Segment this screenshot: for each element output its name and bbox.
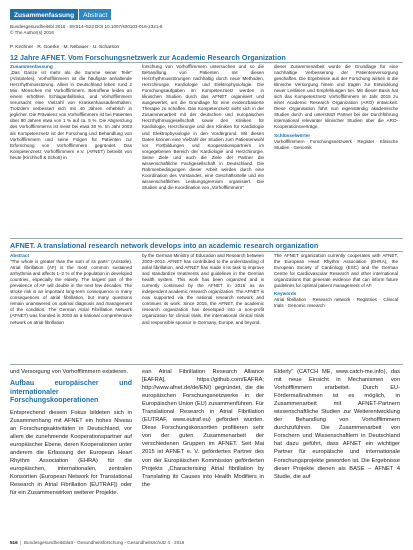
body-column-1 bbox=[10, 368, 132, 497]
abstract-heading: Abstract bbox=[10, 253, 30, 258]
abstract-paragraph: "The whole is greater than the sum of its parts" (Aristotle). Atrial fibrillation (AF) is the most common sustained arrhythmia and affects 1–2 % of the population in developed countries, especially the elderly. The largest part of the prevalence of AF will double in the next few decades. The stroke risk is an important long-term consequence in many consequences of atrial fibrillation, but many questions remain unanswered on optimal diagnosis and management of the condition. The German Atrial Fibrillation Network (AFNET) was founded in 2003 as a national comprehensive network on atrial fibrillation bbox=[10, 259, 132, 325]
page-footer bbox=[10, 540, 184, 545]
abstract-bottom-divider bbox=[10, 364, 403, 365]
section-header-bar bbox=[10, 9, 111, 20]
keywords-heading-de: Schlüsselwörter bbox=[274, 132, 311, 138]
authors-line: P. Kirchner · R. Goerke · M. Nebauer · U. Scharson bbox=[10, 45, 120, 50]
section-divider bbox=[10, 238, 403, 239]
section-heading: Aufbau europäischer und internationaler Forschungskooperationen bbox=[10, 380, 132, 405]
english-abstract-col-2 bbox=[142, 253, 264, 326]
footer-separator: | bbox=[18, 540, 23, 545]
body-column-2 bbox=[142, 368, 264, 489]
body-paragraph: und Versorgung von Vorhofflimmern existieren. bbox=[10, 369, 129, 375]
summary-paragraph: dieser Zusammenarbeit wurde die Grundlage für eine nachhaltige Verbesserung der Patientenversorgung geschaffen. Die Ergebnisse aus der Forschung wirken in die klinische Versorgung hinein und tragen zur Entwicklung neuer Leitlinien und Empfehlungen bei. Mit dieser Basis hat sich das Kompetenznetz Vorhofflimmern im Jahr 2015 zu einer Academic Research Organization (ARO) entwickelt. Diese Organisation führt nun eigenständig akademische Studien durch und unterstützt Partner bei der Durchführung international relevanter klinischer Studien über die ARO-Kooperationsverträge. bbox=[274, 64, 398, 130]
summary-paragraph: „Das Ganze ist mehr als die Summe seiner Teile" (Aristoteles). Vorhofflimmern ist die häufigste anhaltende Herzrhythmusstörung. Allein in Deutschland leben rund 2 Mio. Menschen mit Vorhofflimmern. Betroffene leiden an einem erhöhten Schlaganfallrisiko, und Vorhofflimmern verursacht eine Vielzahl von Krankenhausaufenthalten. Trotzdem verbessert sich mit 40 Jahren erheblich in jeglicher. Die Prävalenz von Vorhofflimmern ist bei Patienten über 80 Jahren etwa von 1 % auf ca. 5 %. Die Abgrenzung des Vorhofflimmerns ist meist bei etwa 30 %. Im Jahr 2003 als Kompetenznetz ist der Forschung und Behandlung von Vorhofflimmern und seine Folgen für Patienten zur Erforschung von Vorhofflimmern gegründet. Das Kompetenznetz Vorhofflimmern e.V. (AFNET) betreibt von heute (Kirchhoff & Schott) in bbox=[10, 70, 132, 160]
english-title-divider bbox=[10, 251, 403, 252]
english-abstract-col-1 bbox=[10, 253, 132, 326]
german-article-title: 12 Jahre AFNET. Vom Forschungsnetzwerk zur Academic Research Organization bbox=[10, 53, 286, 62]
german-summary-col-2 bbox=[142, 64, 264, 191]
english-article-title: AFNET. A translational research network develops into an academic research organization bbox=[10, 241, 319, 250]
keywords-heading-en: Keywords bbox=[274, 291, 297, 297]
title-divider bbox=[10, 62, 403, 63]
abstract-paragraph: The AFNET organization currently cooperates with AFNET, the European Heart Rhythm Association (EHRA), the European Society of Cardiology (ESC) and the German Centre for Cardiovascular Research and other international organizations that generate evidence that can inform future guidelines for optimal patient management of AF. bbox=[274, 253, 398, 289]
keywords-en: Atrial fibrillation · Research network · Registries · Clinical trials · Genomic research bbox=[274, 297, 398, 309]
section-tag-zusammenfassung: Zusammenfassung bbox=[10, 9, 78, 20]
citation-line: Bundesgesundheitsbl 2016 · 59:514–523 DOI 10.1007/s00103-016-2321-6 bbox=[10, 24, 163, 29]
abstract-paragraph: by the German Ministry of Education and Research between 2003–2014. AFNET has contributed to the understanding of atrial fibrillation, and AFNET has made it its task to improve and standardize treatments and guidelines in the German health system. This work has been organized and is currently continued by the AFNET in 2015 as an independent academic research organization. The AFNET is now supported via the national research network and continues its work. Since 2015, the AFNET, the academic research organization has developed into a non-profit organization for clinical trials, the international clinical trials and responsible sponsor in Germany, Europe, and beyond. bbox=[142, 253, 264, 325]
body-column-3 bbox=[274, 368, 400, 481]
summary-heading: Zusammenfassung bbox=[10, 64, 53, 69]
keywords-de: Vorhofflimmern · Forschungsnetzwerk · Register · Klinische Studien · Genomik bbox=[274, 138, 398, 150]
body-paragraph: Elderly" (CATCH ME, www.catch-me.info), das mit neue Einsicht in Mechanismen von Vorhofflimmern erarbeitet. Durch EU-Fördermaßnahmen ist es möglich, in Zusammenarbeit mit AFNET-Partnern wissenschaftliche Studien zur Weiterentwicklung der Behandlung von Vorhofflimmern durchzuführen. Die Zusammenarbeit von Forschern und Wissenschaftlern in Deutschland hat dazu geführt, dass AFNET ein wichtiger Partner für europäische und internationale Forschungsprojekte geworden ist. Die Ergebnisse dieser Projekte dienen als BASE – AFNET 4 Studie, die auf bbox=[274, 369, 400, 480]
english-abstract-col-3 bbox=[274, 253, 398, 309]
summary-paragraph: forschung von Vorhofflimmern untersuchen und so die Behandlung von Patienten mit diesen Herzrhythmusstörungen nachhaltig durch neue Methoden, Herzchirurgie, Kardiologie und Elektrophysiologie. Die Forschungsaufgaben im Kompetenznetz werden in klinischen Studien durch das AFNET organisiert und ausgewertet, um die Grundlage für eine evidenzbasierte Therapie zu schaffen. Das Kompetenznetz sieht sich in der Zusammenarbeit mit der deutschen und europäischen Herzrhythmusgesellschaft sowie den Kliniken für Kardiologie, Herzchirurgie und den Kliniken für Kardiologie und Elektrophysiologie in den Vordergrund. Mit diesen Daten können eine Vielzahl der Studien zum Patientenwohl vor Fortbildungen und Kooperationspartnern im vorgegebenen Bereich der Kardiologie und Herzchirurgie. Seine Ziele und auch die Ziele der Partner die wissenschaftliche Fachgesellschaft in Deutschland. Die Rahmenbedingungen dieser Arbeit werden durch eine Koordination des Vorstandes, eine Geschäftsstelle und ein wissenschaftliches Lenkungsgremium organisiert. Die Studien und die Koordination von „Vorhofflimmern" bbox=[142, 64, 264, 190]
citation-meta bbox=[10, 24, 162, 36]
section-tag-abstract: Abstract bbox=[79, 9, 111, 20]
copyright-line: © The Author(s) 2016 bbox=[10, 30, 54, 36]
german-summary-col-3 bbox=[274, 64, 398, 151]
page-number: 516 bbox=[10, 540, 18, 545]
german-summary-col-1 bbox=[10, 64, 132, 161]
body-paragraph: Entsprechend diesem Fokus bildeten sich in Zusammenhang mit AFNET ein hohes Niveau an Forschungsaktivitäten in Deutschland, vor allem die zunehmende Kooperationspartner auf europäischer Ebene, deren Kooperationen unter anderem die Erfassung der European Heart Rhythm Association (EHRA) für die europäischen, internationalen, zentralen Konsortien (European Network for Translational Research in Atrial Fibrillation [EUTRAF]) oder für ein Zusammenwirken weiterer Projekte. bbox=[10, 409, 132, 497]
body-paragraph: ean Atrial Fibrillation Research Alliance [EAFRA], https://github.com/EAFRA; http://www.afnet.de/de/EN/) gegründet, die die europäischen Forschungsnetzwerke in der Europäischen Union (EU) zusammenführen. Für Translational Research in Atrial Fibrillation (EUTRAF, www.eutraf.eu) gefördert wurden. Diese Forschungskonsortien profitieren sehr von der guten Zusammenarbeit der verschiedenen Gruppen im AFNET. Seit Mai 2015 ist AFNET e. V. gefördertes Partner des von der Europäischen Kommission geförderten Projekts „Characterising Atrial fibrillation by Translating its Causes into Health Modifiers in the bbox=[142, 369, 264, 488]
journal-name: Bundesgesundheitsblatt - Gesundheitsforschung - Gesundheitsschutz 4 · 2016 bbox=[23, 540, 185, 545]
